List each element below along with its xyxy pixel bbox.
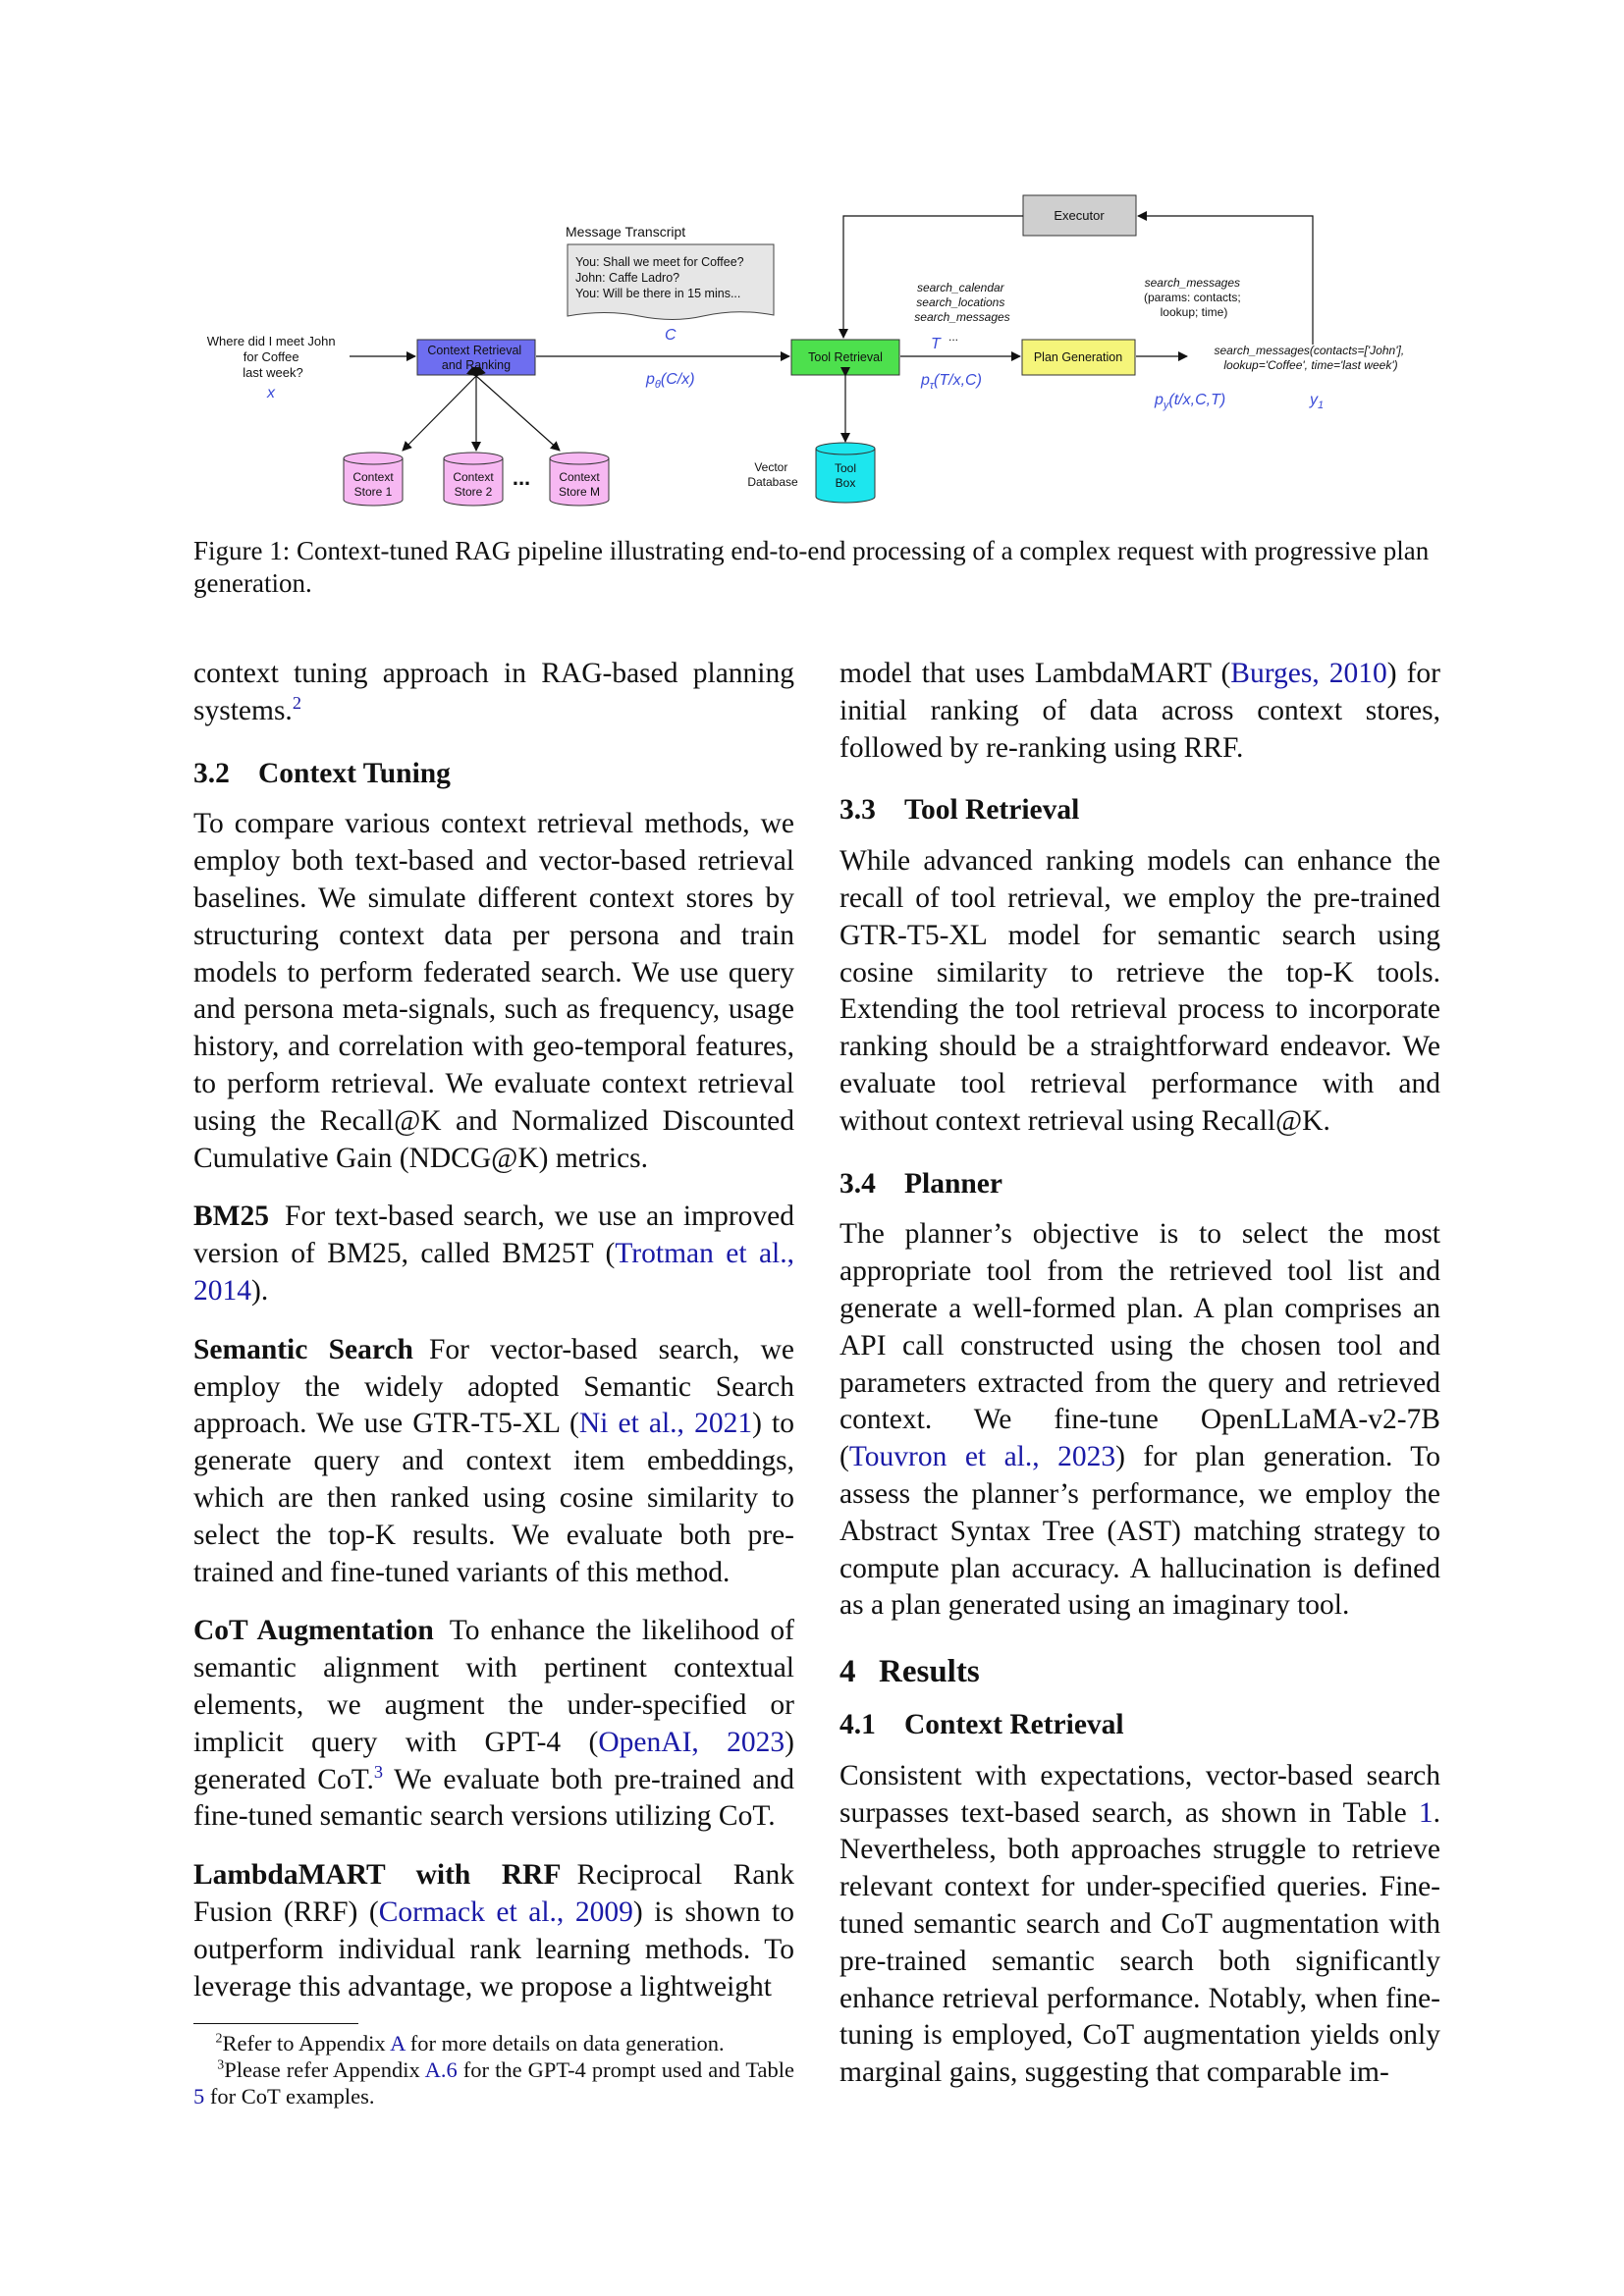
arrow-store-m [476, 376, 560, 451]
p-y-label: $p_y(t/x,C,T)$ [1155, 392, 1226, 411]
transcript-lines: You: Shall we meet for Coffee? John: Caffe Ladro? You: Will be there in 15 mins... [575, 255, 744, 300]
footnote-2: $^2$Refer to Appendix A for more details on data generation. [215, 2031, 725, 2056]
citation-trotman[interactable]: Trotman et al., 2014 [193, 1238, 794, 1307]
section-3-2-heading: 3.2 Context Tuning [193, 757, 451, 789]
bm25-paragraph: BM25 For text-based search, we use an improved version of BM25, called BM25T (Trotman et al., 2014). [193, 1201, 794, 1307]
citation-cormack[interactable]: Cormack et al., 2009 [378, 1896, 633, 1928]
executor-label: Executor [1054, 208, 1105, 223]
intro-paragraph: context tuning approach in RAG-based planning systems.$^2$ [193, 658, 794, 726]
y1-label: $y_1$ [1310, 392, 1325, 411]
section-3-3-heading: 3.3 Tool Retrieval [839, 794, 1080, 827]
tool-var-t: T [931, 336, 941, 352]
figure-1 [192, 192, 1441, 516]
citation-touvron[interactable]: Touvron et al., 2023 [848, 1441, 1116, 1473]
stores-ellipsis: ... [512, 465, 531, 490]
citation-openai[interactable]: OpenAI, 2023 [598, 1726, 785, 1758]
footnote-ref-2[interactable]: 2 [292, 692, 301, 713]
appendix-a6-link[interactable]: A.6 [424, 2057, 458, 2083]
footnote-ref-3[interactable]: 3 [373, 1761, 384, 1782]
lambdamart-paragraph: LambdaMART with RRF Reciprocal Rank Fusion (RRF) (Cormack et al., 2009) is shown to outperform individual rank learning methods. To leverage this advantage, we propose a lightweight [193, 1859, 794, 2002]
svg-text:ContextStore 1: Context Store 1 [352, 470, 394, 499]
tool-retrieval-label: Tool Retrieval [808, 350, 883, 364]
plan-tool-text: search_messages (params: contacts; lookup; time) [1143, 276, 1241, 319]
left-column [193, 656, 794, 2109]
output-call: search_messages(contacts=['John'], lookup='Coffee', time='last week') [1214, 344, 1405, 372]
p-theta-label: $p_\theta(C/x)$ [646, 371, 695, 391]
pipeline-diagram [192, 192, 1441, 516]
table-1-link[interactable]: 1 [1418, 1796, 1434, 1829]
svg-text:ContextStore 2: Context Store 2 [453, 470, 494, 499]
section-3-3-paragraph: While advanced ranking models can enhance the recall of tool retrieval, we employ the pre-trained GTR-T5-XL model for semantic search using cosine similarity to retrieve the top-K tools. Extending the tool retrieval process to incorporate ranking should be a straightforward endeavor. We evaluate tool retrieval performance with and without context retrieval using Recall@K. [839, 845, 1440, 1137]
context-retrieval-label: Context Retrieval and Ranking [427, 344, 522, 372]
footnote-rule [193, 2023, 358, 2024]
svg-text:ContextStore M: Context Store M [558, 470, 601, 499]
cot-paragraph: CoT Augmentation To enhance the likelihood of semantic alignment with pertinent contextual elements, we augment the under-specified or implicit query with GPT-4 (OpenAI, 2023) generated CoT.$^3$ We evaluate both pre-trained and fine-tuned semantic search versions utilizing CoT. [193, 1615, 795, 1833]
table-5-link[interactable]: 5 [193, 2084, 205, 2109]
vector-db-label: Vector Database [747, 460, 798, 489]
toolbox-cylinder [816, 443, 875, 503]
figure-caption: Figure 1: Context-tuned RAG pipeline illustrating end-to-end processing of a complex request with progressive plan generation. [193, 536, 1430, 598]
footnote-3: $^3$Please refer Appendix A.6 for the GPT-4 prompt used and Table 5 for CoT examples. [193, 2057, 795, 2109]
query-text: Where did I meet John for Coffee last week? [206, 334, 336, 380]
section-3-2-paragraph: To compare various context retrieval methods, we employ both text-based and vector-based retrieval baselines. We simulate different context stores by structuring context data per persona and train models to perform federated search. We use query and persona meta-signals, such as frequency, usage history, and correlation with geo-temporal features, to perform retrieval. We evaluate context retrieval using the Recall@K and Normalized Discounted Cumulative Gain (NDCG@K) metrics. [193, 808, 794, 1174]
appendix-a-link[interactable]: A [390, 2031, 406, 2056]
semantic-search-paragraph: Semantic Search For vector-based search, we employ the widely adopted Semantic Search approach. We use GTR-T5-XL (Ni et al., 2021) to generate query and context item embeddings, which are then ranked using cosine similarity to select the top-K results. We evaluate both pre-trained and fine-tuned variants of this method. [193, 1333, 795, 1588]
query-var-x: x [267, 385, 275, 401]
citation-burges[interactable]: Burges, 2010 [1230, 658, 1387, 689]
citation-ni[interactable]: Ni et al., 2021 [578, 1408, 753, 1440]
transcript-title: Message Transcript [566, 224, 686, 240]
context-var-c: C [665, 327, 677, 344]
context-store-m [550, 453, 609, 506]
section-4-1-paragraph: Consistent with expectations, vector-based search surpasses text-based search, as shown in Table 1. Nevertheless, both approaches struggle to retrieve relevant context for under-specified queries. Fine-tuned semantic search and CoT augmentation with pre-trained semantic search both significantly enhance retrieval performance. Notably, when fine-tuning is employed, CoT augmentation yields only marginal gains, suggesting that comparable im- [839, 1759, 1440, 2089]
context-store-1 [344, 453, 403, 506]
right-column [839, 656, 1440, 2113]
arrow-store-1 [403, 376, 476, 451]
tool-list: search_calendar search_locations search_messages [914, 281, 1010, 324]
section-4-1-heading: 4.1 Context Retrieval [839, 1708, 1124, 1740]
section-3-4-paragraph: The planner’s objective is to select the most appropriate tool from the retrieved tool list and generate a well-formed plan. A plan comprises an API call constructed using the chosen tool and parameters extracted from the query and retrieved context. We fine-tune OpenLLaMA-v2-7B (Touvron et al., 2023) for plan generation. To assess the planner’s performance, we employ the Abstract Syntax Tree (AST) matching strategy to compute plan accuracy. A hallucination is defined as a plan generated using an imaginary tool. [839, 1218, 1440, 1622]
tool-var-ellipsis: ... [948, 330, 959, 344]
section-3-4-heading: 3.4 Planner [839, 1167, 1002, 1200]
lambdamart-continuation: model that uses LambdaMART (Burges, 2010) for initial ranking of data across context stores, followed by re-ranking using RRF. [839, 658, 1440, 764]
context-store-2 [444, 453, 503, 506]
p-tau-label: $p_\tau(T/x,C)$ [921, 372, 982, 392]
svg-text:ToolBox: Tool Box [834, 461, 857, 490]
section-4-heading: 4 Results [839, 1654, 980, 1690]
plan-generation-label: Plan Generation [1033, 350, 1123, 364]
